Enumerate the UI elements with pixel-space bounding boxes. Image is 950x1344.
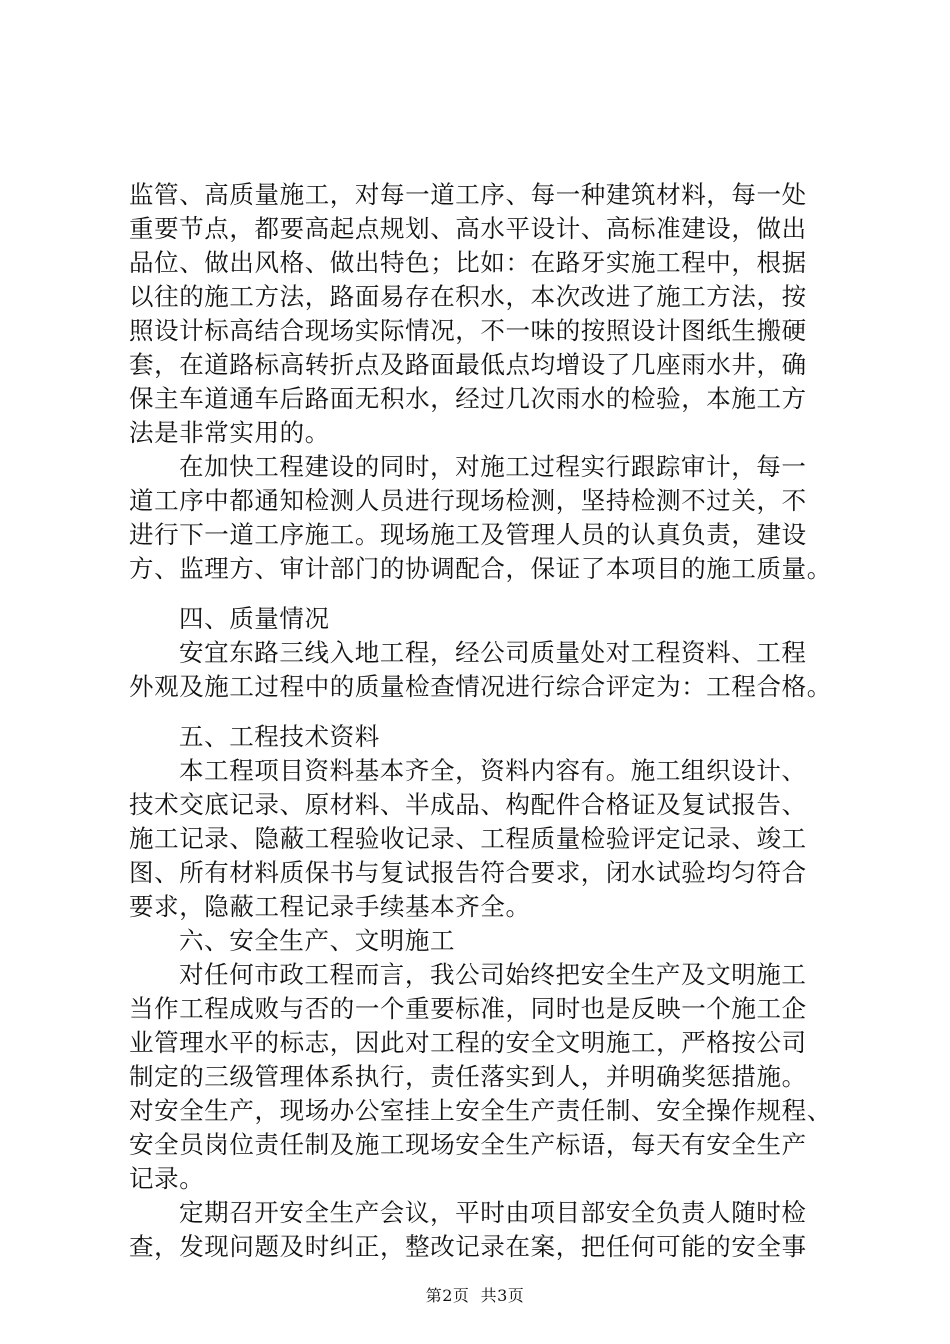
page-number-footer: 第2页 共3页	[425, 1286, 525, 1305]
paragraph-first-line: 本工程项目资料基本齐全，资料内容有。施工组织设计、	[179, 756, 807, 785]
paragraph-first-line: 定期召开安全生产会议，平时由项目部安全负责人随时检	[179, 1198, 807, 1227]
body-text-line: 查，发现问题及时纠正，整改记录在案，把任何可能的安全事	[129, 1232, 807, 1261]
body-text-line: 进行下一道工序施工。现场施工及管理人员的认真负责，建设	[129, 520, 807, 549]
body-text-line: 品位、做出风格、做出特色；比如：在路牙实施工程中，根据	[129, 248, 807, 277]
body-text-line: 对安全生产，现场办公室挂上安全生产责任制、安全操作规程、	[129, 1096, 832, 1125]
body-text-line: 监管、高质量施工，对每一道工序、每一种建筑材料，每一处	[129, 180, 807, 209]
body-text-line: 施工记录、隐蔽工程验收记录、工程质量检验评定记录、竣工	[129, 824, 807, 853]
section-heading-safety: 六、安全生产、文明施工	[179, 926, 456, 955]
section-heading-technical-data: 五、工程技术资料	[179, 722, 380, 751]
section-heading-quality: 四、质量情况	[179, 604, 330, 633]
body-text-line: 重要节点，都要高起点规划、高水平设计、高标准建设，做出	[129, 214, 807, 243]
body-text-line: 方、监理方、审计部门的协调配合，保证了本项目的施工质量。	[129, 554, 832, 583]
paragraph-first-line: 在加快工程建设的同时，对施工过程实行跟踪审计，每一	[179, 452, 807, 481]
body-text-line: 保主车道通车后路面无积水，经过几次雨水的检验，本施工方	[129, 384, 807, 413]
body-text-line: 道工序中都通知检测人员进行现场检测，坚持检测不过关，不	[129, 486, 807, 515]
body-text-line: 安全员岗位责任制及施工现场安全生产标语，每天有安全生产	[129, 1130, 807, 1159]
body-text-line: 业管理水平的标志，因此对工程的安全文明施工，严格按公司	[129, 1028, 807, 1057]
body-text-line: 外观及施工过程中的质量检查情况进行综合评定为：工程合格。	[129, 672, 832, 701]
body-text-line: 当作工程成败与否的一个重要标准，同时也是反映一个施工企	[129, 994, 807, 1023]
body-text-line: 以往的施工方法，路面易存在积水，本次改进了施工方法，按	[129, 282, 807, 311]
body-text-line: 套，在道路标高转折点及路面最低点均增设了几座雨水井，确	[129, 350, 807, 379]
body-text-line: 技术交底记录、原材料、半成品、构配件合格证及复试报告、	[129, 790, 807, 819]
body-text-line: 记录。	[129, 1164, 205, 1193]
paragraph-first-line: 对任何市政工程而言，我公司始终把安全生产及文明施工	[179, 960, 807, 989]
body-text-line: 图、所有材料质保书与复试报告符合要求，闭水试验均匀符合	[129, 858, 807, 887]
paragraph-first-line: 安宜东路三线入地工程，经公司质量处对工程资料、工程	[179, 638, 807, 667]
body-text-line: 制定的三级管理体系执行，责任落实到人，并明确奖惩措施。	[129, 1062, 807, 1091]
body-text-line: 法是非常实用的。	[129, 418, 330, 447]
body-text-line: 要求，隐蔽工程记录手续基本齐全。	[129, 892, 531, 921]
body-text-line: 照设计标高结合现场实际情况，不一味的按照设计图纸生搬硬	[129, 316, 807, 345]
